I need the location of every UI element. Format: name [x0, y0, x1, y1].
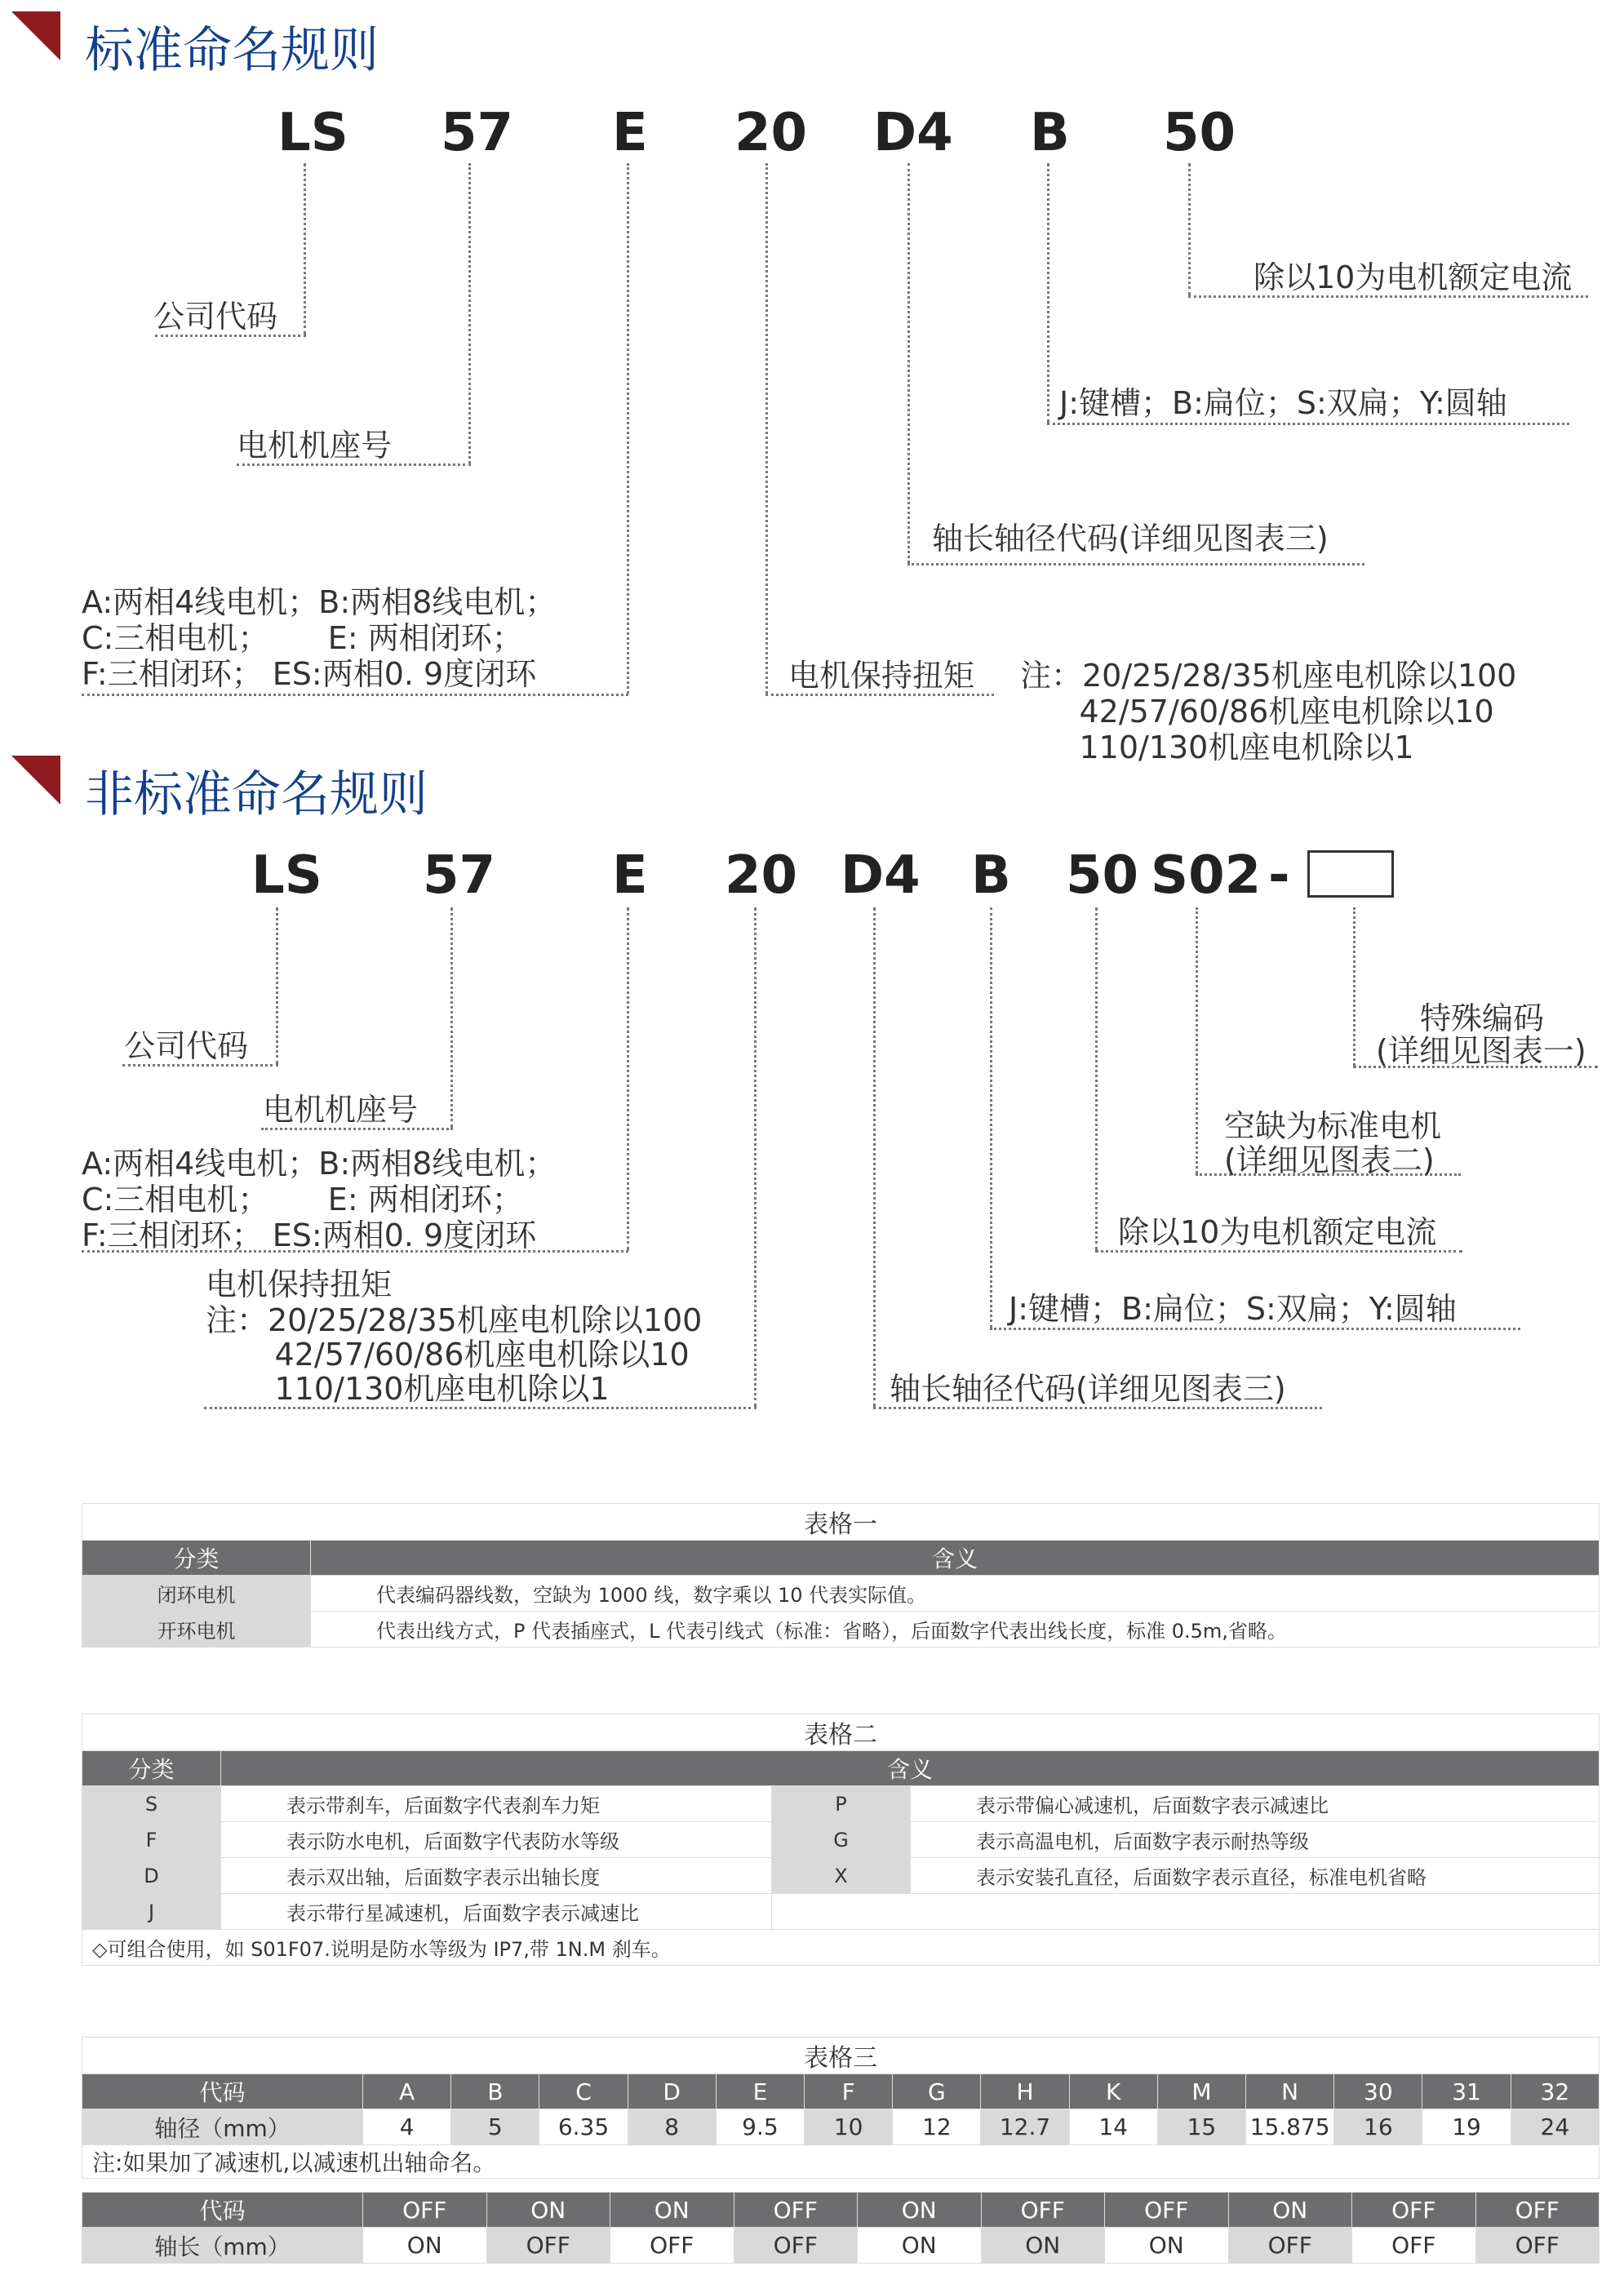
connector: [261, 1128, 453, 1130]
motor-type-line-3: F:三相闭环； ES:两相0. 9度闭环: [82, 1217, 537, 1253]
table-cell: 31: [1422, 2074, 1511, 2109]
table-header: 含义: [221, 1751, 1600, 1786]
table-cell: D: [628, 2074, 716, 2109]
table-header: 含义: [311, 1541, 1600, 1576]
section-marker-icon: [11, 11, 60, 60]
frame-number-label: 电机机座号: [263, 1092, 419, 1128]
table-cell: ON: [363, 2228, 487, 2264]
code-torque: 20: [725, 845, 798, 906]
connector: [627, 163, 629, 694]
table-cell: 8: [628, 2109, 716, 2145]
table-cell: M: [1157, 2074, 1245, 2109]
code-ls: LS: [251, 845, 322, 906]
table-cell: 24: [1511, 2109, 1599, 2145]
row-header: 代码: [82, 2193, 363, 2228]
table-cell: OFF: [1352, 2228, 1476, 2264]
code-type: E: [612, 103, 648, 163]
table-cell: 表示防水电机，后面数字代表防水等级: [221, 1822, 772, 1858]
section-marker-icon: [11, 756, 60, 805]
row-header: 轴径（mm）: [82, 2109, 363, 2145]
table-cell: ON: [1228, 2193, 1352, 2228]
torque-note-line-3: 110/130机座电机除以1: [206, 1371, 610, 1407]
table-caption: 表格三: [82, 2038, 1600, 2074]
table-2: [82, 1714, 1600, 1966]
torque-note-line-3: 110/130机座电机除以1: [1020, 730, 1414, 765]
table-note: ◇可组合使用，如 S01F07.说明是防水等级为 IP7,带 1N.M 刹车。: [82, 1930, 1600, 1966]
torque-note-line-2: 42/57/60/86机座电机除以10: [206, 1337, 690, 1373]
section2-title: 非标准命名规则: [85, 766, 428, 823]
table-cell: 表示高温电机，后面数字表示耐热等级: [911, 1822, 1600, 1858]
table-cell: S: [82, 1786, 221, 1822]
special-code-line-1: 特殊编码: [1420, 1000, 1545, 1036]
table-cell: ON: [858, 2228, 982, 2264]
table-header: 分类: [82, 1541, 311, 1576]
table-caption: 表格二: [82, 1714, 1600, 1751]
table-cell: B: [451, 2074, 539, 2109]
table-header: 分类: [82, 1751, 221, 1786]
code-current: 50: [1066, 845, 1139, 906]
table-cell: F: [82, 1822, 221, 1858]
motor-type-line-1: A:两相4线电机；B:两相8线电机；: [82, 1146, 557, 1182]
table-cell: ON: [981, 2228, 1105, 2264]
connector: [155, 335, 306, 337]
table-cell: OFF: [1105, 2193, 1229, 2228]
connector: [765, 694, 994, 696]
table-cell: 表示带偏心减速机，后面数字表示减速比: [911, 1786, 1600, 1822]
motor-type-line-2: C:三相电机； E: 两相闭环；: [82, 1182, 523, 1217]
motor-type-line-2: C:三相电机； E: 两相闭环；: [82, 620, 523, 656]
table-cell: OFF: [734, 2228, 858, 2264]
connector: [1188, 295, 1588, 298]
special-code-line-2: (详细见图表一): [1376, 1033, 1586, 1069]
code-type: E: [612, 845, 648, 906]
code-current: 50: [1163, 103, 1236, 163]
table-cell: H: [981, 2074, 1069, 2109]
table-cell: K: [1069, 2074, 1157, 2109]
table-cell: 12.7: [981, 2109, 1069, 2145]
connector: [873, 907, 876, 1407]
torque-note-line-2: 42/57/60/86机座电机除以10: [1020, 694, 1494, 730]
table-cell: ON: [1105, 2228, 1229, 2264]
code-frame: 57: [441, 103, 514, 163]
connector: [1047, 423, 1569, 425]
table-cell: [772, 1894, 1600, 1930]
rated-current-label: 除以10为电机额定电流: [1253, 259, 1573, 295]
code-option: S02: [1151, 845, 1262, 906]
torque-note-line-1: 注：20/25/28/35机座电机除以100: [206, 1302, 703, 1338]
connector: [907, 563, 1364, 565]
motor-type-line-1: A:两相4线电机；B:两相8线电机；: [82, 584, 557, 620]
table-cell: ON: [858, 2193, 982, 2228]
table-cell: 10: [805, 2109, 893, 2145]
frame-number-label: 电机机座号: [237, 428, 393, 463]
connector: [1095, 1250, 1462, 1253]
table-cell: OFF: [1475, 2228, 1600, 2264]
shaft-type-label: J:键槽；B:扁位；S:双扁；Y:圆轴: [1009, 1291, 1457, 1327]
connector: [1353, 907, 1356, 1066]
table-caption: 表格一: [82, 1504, 1600, 1541]
code-shaft: D4: [841, 845, 921, 906]
table-cell: E: [716, 2074, 804, 2109]
connector: [450, 907, 453, 1128]
connector: [754, 907, 757, 1407]
connector: [627, 907, 629, 1250]
table-cell: 15: [1157, 2109, 1245, 2145]
code-shaft: D4: [873, 103, 953, 163]
connector: [765, 163, 768, 694]
table-cell: 12: [893, 2109, 981, 2145]
table-3: [82, 2037, 1600, 2179]
motor-type-line-3: F:三相闭环； ES:两相0. 9度闭环: [82, 656, 537, 692]
table-cell: OFF: [486, 2228, 610, 2264]
code-shaft-type: B: [1030, 103, 1070, 163]
table-note: 注:如果加了减速机,以减速机出轴命名。: [82, 2145, 1600, 2179]
table-cell: A: [363, 2074, 451, 2109]
table-cell: 4: [363, 2109, 451, 2145]
table-cell: 闭环电机: [82, 1576, 311, 1612]
table-cell: OFF: [981, 2193, 1105, 2228]
connector: [873, 1407, 1322, 1409]
table-cell: 5: [451, 2109, 539, 2145]
holding-torque-label: 电机保持扭矩: [788, 658, 975, 694]
table-cell: P: [772, 1786, 911, 1822]
shaft-type-label: J:键槽；B:扁位；S:双扁；Y:圆轴: [1059, 385, 1507, 421]
table-cell: J: [82, 1894, 221, 1930]
table-cell: ON: [610, 2193, 734, 2228]
shaft-code-label: 轴长轴径代码(详细见图表三): [932, 521, 1329, 557]
table-cell: G: [893, 2074, 981, 2109]
table-cell: OFF: [610, 2228, 734, 2264]
table-cell: X: [772, 1858, 911, 1894]
blank-standard-line-1: 空缺为标准电机: [1224, 1108, 1442, 1144]
table-cell: 表示带刹车，后面数字代表刹车力矩: [221, 1786, 772, 1822]
company-code-label: 公司代码: [153, 299, 278, 335]
table-cell: 开环电机: [82, 1612, 311, 1648]
table-cell: OFF: [1475, 2193, 1600, 2228]
connector: [1188, 163, 1191, 295]
table-cell: OFF: [734, 2193, 858, 2228]
torque-note-line-1: 注：20/25/28/35机座电机除以100: [1020, 658, 1517, 694]
holding-torque-label: 电机保持扭矩: [206, 1266, 393, 1302]
code-frame: 57: [423, 845, 496, 906]
table-cell: 30: [1334, 2074, 1422, 2109]
table-cell: N: [1246, 2074, 1334, 2109]
connector: [204, 1407, 757, 1409]
connector: [82, 694, 628, 696]
table-1: [82, 1503, 1600, 1648]
table-3-shaft-length: [82, 2192, 1600, 2264]
table-cell: OFF: [363, 2193, 487, 2228]
code-shaft-type: B: [971, 845, 1011, 906]
table-cell: 14: [1069, 2109, 1157, 2145]
connector: [907, 163, 910, 563]
connector: [276, 907, 278, 1064]
table-cell: 32: [1511, 2074, 1599, 2109]
code-ls: LS: [277, 103, 348, 163]
connector: [1196, 907, 1198, 1173]
shaft-code-label: 轴长轴径代码(详细见图表三): [890, 1371, 1286, 1407]
row-header: 轴长（mm）: [82, 2228, 363, 2264]
code-dash: -: [1268, 845, 1290, 906]
row-header: 代码: [82, 2074, 363, 2109]
connector: [1047, 163, 1049, 423]
table-cell: 代表编码器线数，空缺为 1000 线，数字乘以 10 代表实际值。: [311, 1576, 1600, 1612]
table-cell: OFF: [1228, 2228, 1352, 2264]
table-cell: C: [539, 2074, 628, 2109]
connector: [990, 907, 992, 1328]
table-cell: 16: [1334, 2109, 1422, 2145]
table-cell: OFF: [1352, 2193, 1476, 2228]
table-cell: D: [82, 1858, 221, 1894]
connector: [1095, 907, 1098, 1250]
table-cell: 表示带行星减速机，后面数字表示减速比: [221, 1894, 772, 1930]
connector: [990, 1328, 1520, 1330]
blank-standard-line-2: (详细见图表二): [1224, 1142, 1435, 1178]
special-code-box: [1307, 850, 1394, 898]
table-cell: 代表出线方式，P 代表插座式，L 代表引线式（标准：省略），后面数字代表出线长度，标准 0.5m,省略。: [311, 1612, 1600, 1648]
table-cell: 表示安装孔直径，后面数字表示直径，标准电机省略: [911, 1858, 1600, 1894]
connector: [122, 1064, 278, 1067]
company-code-label: 公司代码: [124, 1028, 249, 1064]
connector: [237, 463, 471, 466]
table-cell: ON: [486, 2193, 610, 2228]
table-cell: G: [772, 1822, 911, 1858]
table-cell: 15.875: [1246, 2109, 1334, 2145]
section1-title: 标准命名规则: [85, 22, 379, 79]
connector: [304, 163, 306, 335]
table-cell: F: [805, 2074, 893, 2109]
table-cell: 9.5: [716, 2109, 804, 2145]
rated-current-label: 除以10为电机额定电流: [1118, 1214, 1437, 1250]
connector: [468, 163, 471, 463]
table-cell: 表示双出轴，后面数字表示出轴长度: [221, 1858, 772, 1894]
table-cell: 6.35: [539, 2109, 628, 2145]
table-cell: 19: [1422, 2109, 1511, 2145]
code-torque: 20: [734, 103, 808, 163]
